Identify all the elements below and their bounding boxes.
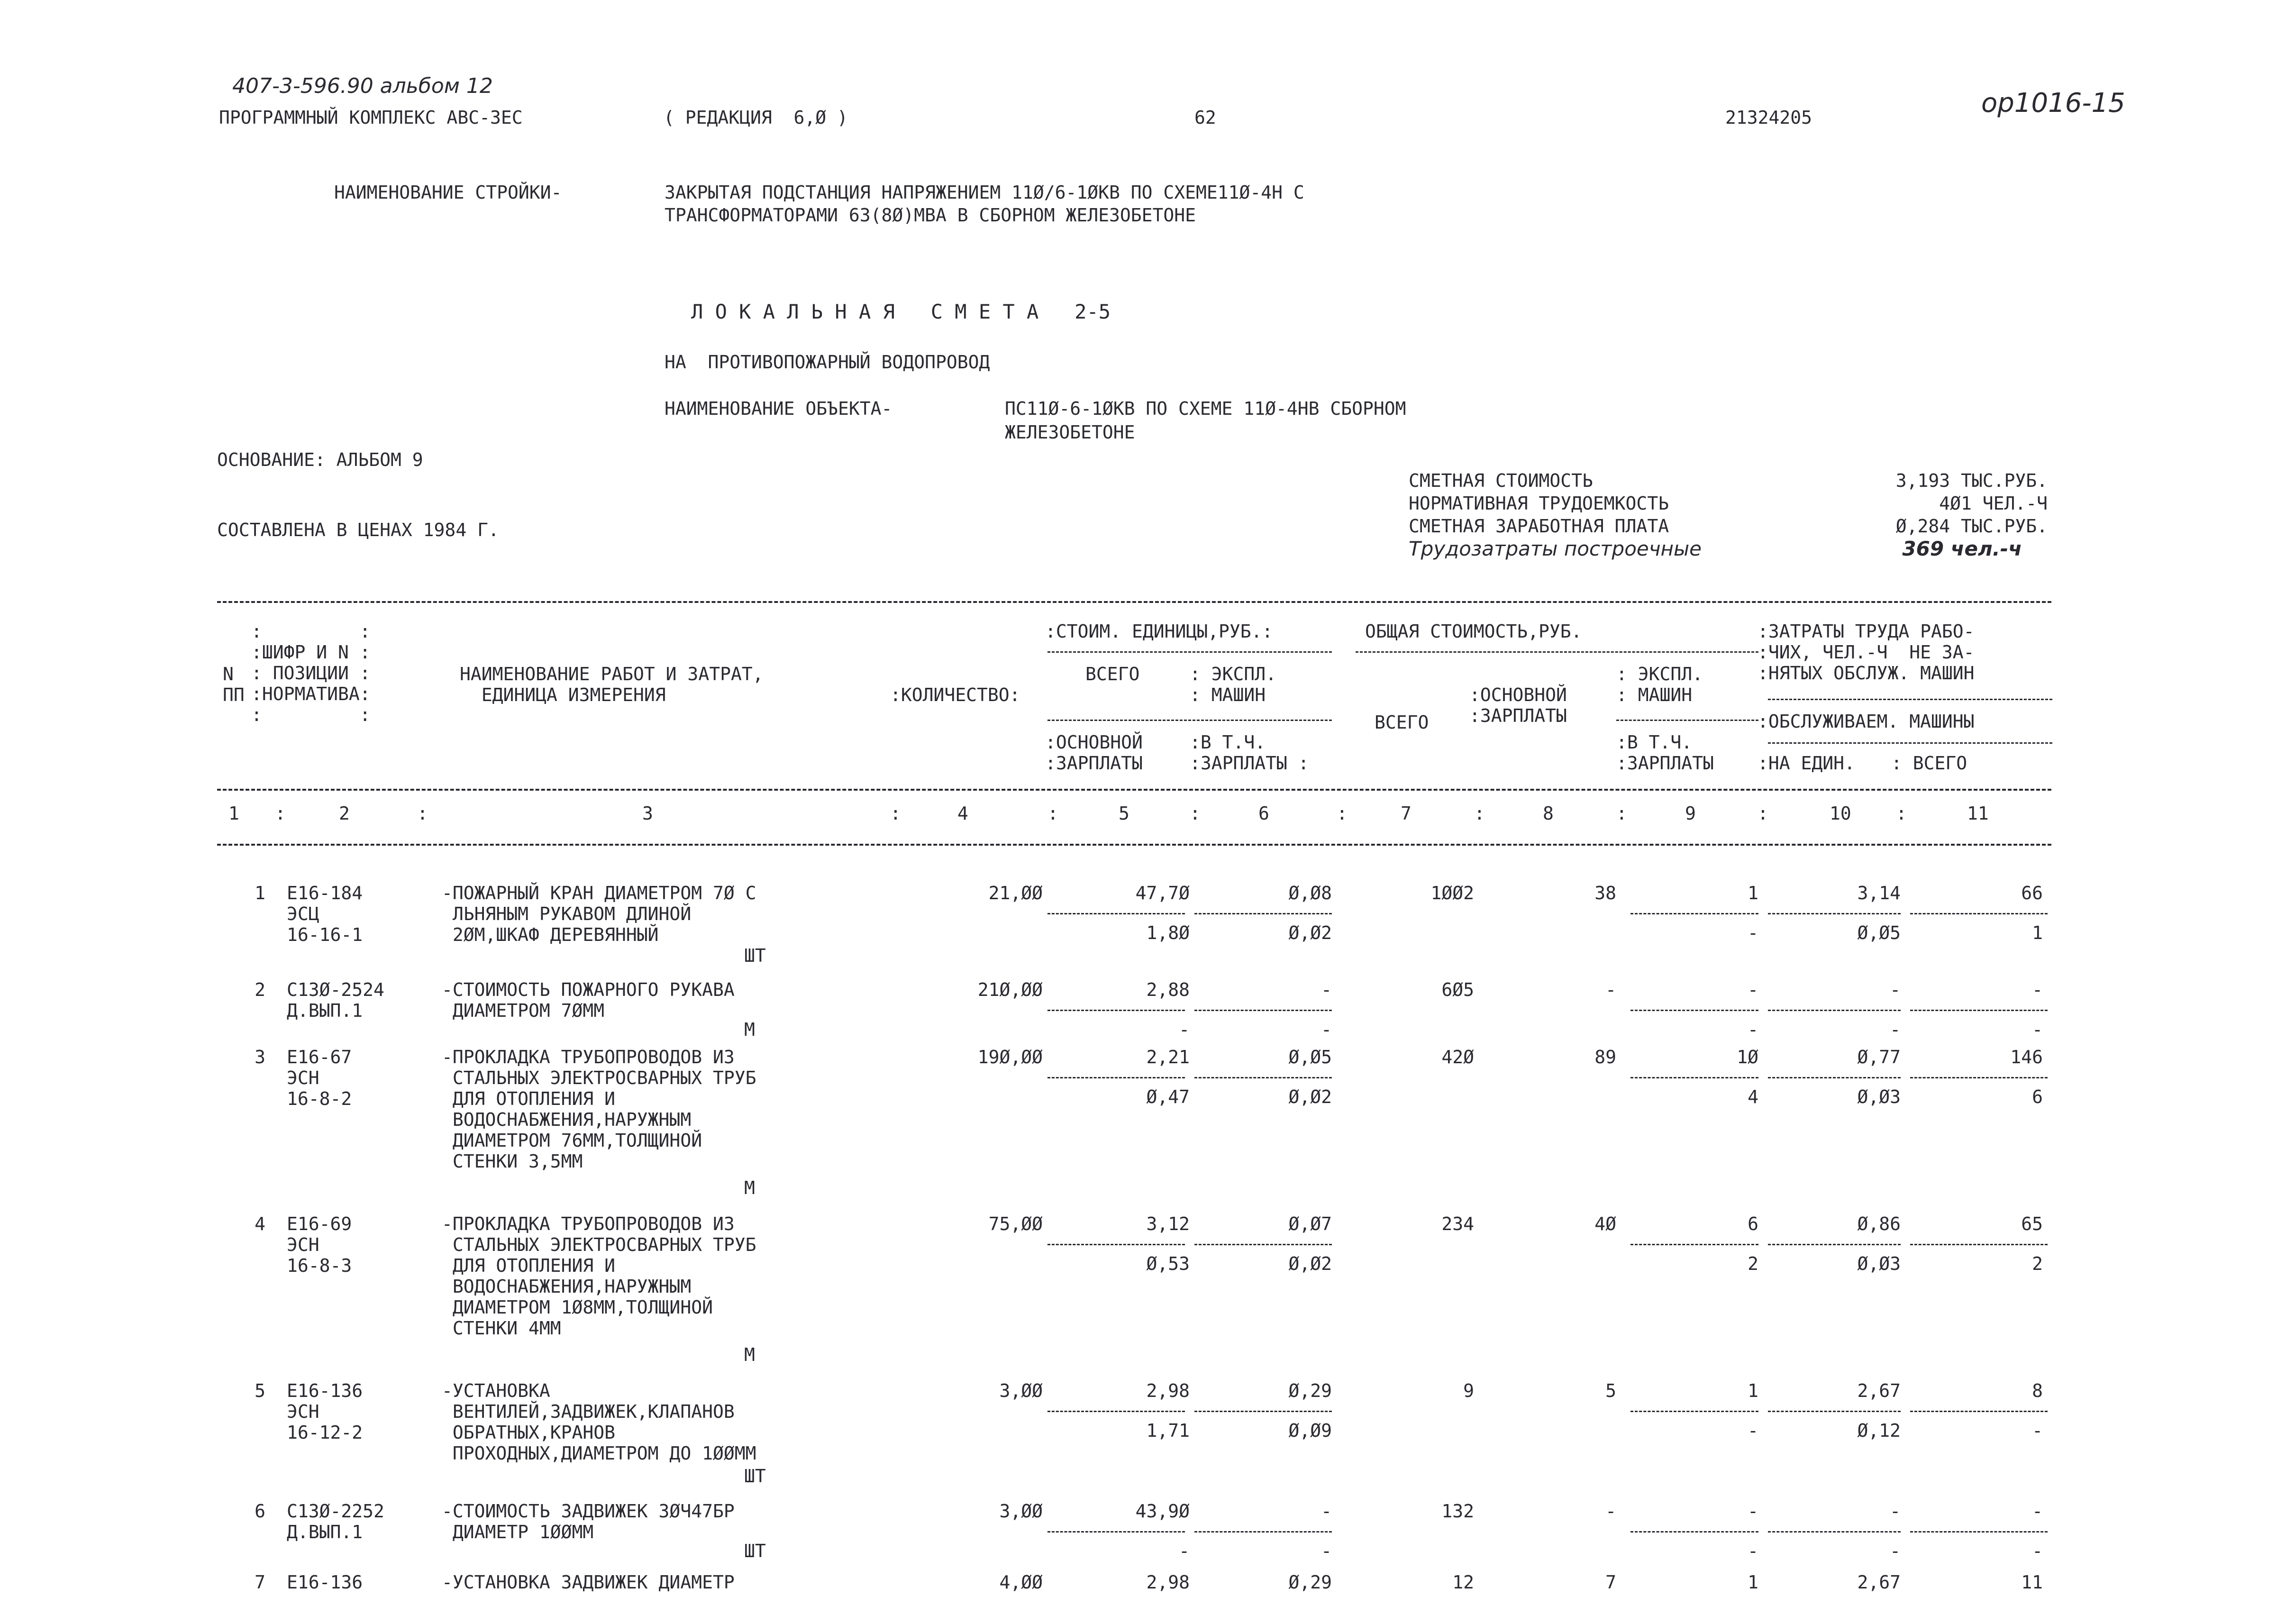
total-value: 4Ø1 ЧЕЛ.-Ч [1939, 493, 2048, 514]
row-code: Е16-67 ЭСН 16-8-2 [287, 1047, 352, 1109]
row-unit-mach-wage: Ø,Ø2 [1288, 1253, 1332, 1274]
row-labor-total: 65 [2021, 1213, 2043, 1234]
row-total-mach: 1Ø [1737, 1047, 1758, 1067]
labor-total-header: : ВСЕГО [1891, 753, 1967, 774]
cell-divider [1194, 1010, 1332, 1011]
row-unit-mach: - [1321, 979, 1332, 1000]
header-rule [1768, 699, 2052, 700]
col-number: 2 [339, 803, 350, 824]
price-basis: СОСТАВЛЕНА В ЦЕНАХ 1984 Г. [217, 520, 499, 540]
document-code: 21324205 [1725, 107, 1812, 128]
row-unit: ШТ [744, 1541, 766, 1561]
row-total-mach: - [1748, 1501, 1758, 1522]
row-total-mach: 1 [1748, 1572, 1758, 1593]
total-mach-header: : ЭКСПЛ. : МАШИН [1616, 664, 1703, 705]
row-labor-unit: Ø,77 [1857, 1047, 1901, 1067]
row-total-mach: 1 [1748, 1380, 1758, 1401]
cell-divider [1910, 1077, 2048, 1078]
object-label: НАИМЕНОВАНИЕ ОБЪЕКТА- [665, 398, 892, 419]
row-name: -УСТАНОВКА ЗАДВИЖЕК ДИАМЕТР [442, 1572, 735, 1593]
col-number: 8 [1543, 803, 1554, 824]
row-quantity: 3,ØØ [999, 1501, 1043, 1522]
header-rule-top [217, 601, 2051, 603]
row-labor-total: 11 [2021, 1572, 2043, 1593]
col-number: 1 [228, 803, 239, 824]
row-total-mach-wage: - [1748, 1541, 1758, 1561]
row-quantity: 19Ø,ØØ [977, 1047, 1043, 1067]
row-number: 7 [255, 1572, 265, 1593]
row-labor-total-serv: 2 [2032, 1253, 2043, 1274]
basis: ОСНОВАНИЕ: АЛЬБОМ 9 [217, 449, 423, 470]
row-total-cost: 12 [1452, 1572, 1474, 1593]
col-separator: : [1047, 803, 1058, 824]
row-quantity: 4,ØØ [999, 1572, 1043, 1593]
col-number: 3 [642, 803, 653, 824]
row-unit-cost: 43,9Ø [1135, 1501, 1190, 1522]
cell-divider [1194, 913, 1332, 914]
row-total-cost: 9 [1463, 1380, 1474, 1401]
col-number: 11 [1967, 803, 1989, 824]
unit-incl-header: :В Т.Ч. :ЗАРПЛАТЫ : [1190, 732, 1309, 774]
row-total-cost: 1ØØ2 [1430, 883, 1474, 903]
header-rule [1356, 651, 1758, 653]
total-label: СМЕТНАЯ СТОИМОСТЬ [1409, 470, 1593, 491]
row-unit: М [744, 1344, 755, 1365]
row-total-cost: 6Ø5 [1441, 979, 1474, 1000]
col-qty-header: :КОЛИЧЕСТВО: [890, 684, 1020, 705]
estimate-subject: НА ПРОТИВОПОЖАРНЫЙ ВОДОПРОВОД [665, 352, 990, 373]
cell-divider [1630, 1010, 1758, 1011]
row-labor-unit-serv: Ø,12 [1857, 1420, 1901, 1441]
row-labor-unit: 2,67 [1857, 1380, 1901, 1401]
cell-divider [1194, 1411, 1332, 1412]
handwritten-stamp: ор1016-15 [1981, 88, 2125, 119]
row-code: Е16-136 ЭСН 16-12-2 [287, 1380, 363, 1443]
labor-header: :ЗАТРАТЫ ТРУДА РАБО- :ЧИХ, ЧЕЛ.-Ч НЕ ЗА- :НЯТЫХ ОБСЛУЖ. МАШИН [1758, 621, 1975, 684]
cell-divider [1768, 913, 1901, 914]
row-code: Е16-136 [287, 1572, 363, 1593]
row-total-cost: 234 [1441, 1213, 1474, 1234]
row-number: 6 [255, 1501, 265, 1522]
row-labor-unit: - [1890, 979, 1901, 1000]
labor-serv-header: :ОБСЛУЖИВАЕМ. МАШИНЫ [1758, 711, 1975, 732]
row-quantity: 21Ø,ØØ [977, 979, 1043, 1000]
row-unit-mach-wage: Ø,Ø2 [1288, 1086, 1332, 1107]
cell-divider [1768, 1244, 1901, 1245]
row-labor-unit-serv: - [1890, 1541, 1901, 1561]
row-code: Е16-69 ЭСН 16-8-3 [287, 1213, 352, 1276]
row-total-wage: 4Ø [1594, 1213, 1616, 1234]
row-total-mach: - [1748, 979, 1758, 1000]
row-unit-mach: Ø,29 [1288, 1380, 1332, 1401]
construction-line2: ТРАНСФОРМАТОРАМИ 63(8Ø)МВА В СБОРНОМ ЖЕЛЕЗОБЕТОНЕ [665, 205, 1196, 226]
row-code: Е16-184 ЭСЦ 16-16-1 [287, 883, 363, 945]
row-unit-mach-wage: - [1321, 1541, 1332, 1561]
construction-line1: ЗАКРЫТАЯ ПОДСТАНЦИЯ НАПРЯЖЕНИЕМ 11Ø/6-1ØКВ ПО СХЕМЕ11Ø-4Н С [665, 182, 1304, 203]
cell-divider [1630, 1411, 1758, 1412]
cell-divider [1910, 913, 2048, 914]
cell-divider [1910, 1531, 2048, 1533]
row-labor-total-serv: 1 [2032, 922, 2043, 943]
row-unit-wage: 1,71 [1146, 1420, 1190, 1441]
row-labor-total: 146 [2010, 1047, 2043, 1067]
header-rule-mid [217, 789, 2051, 791]
col-separator: : [890, 803, 901, 824]
row-total-cost: 132 [1441, 1501, 1474, 1522]
header-rule [1768, 742, 2052, 744]
row-labor-total-serv: - [2032, 1420, 2043, 1441]
row-labor-unit-serv: Ø,Ø3 [1857, 1086, 1901, 1107]
row-name: -СТОИМОСТЬ ЗАДВИЖЕК 3ØЧ47БР ДИАМЕТР 1ØØММ [442, 1501, 735, 1542]
row-total-mach-wage: - [1748, 922, 1758, 943]
header-rule [1047, 720, 1332, 721]
col-number: 5 [1119, 803, 1129, 824]
row-code: С13Ø-2524 Д.ВЫП.1 [287, 979, 384, 1021]
total-wage-header: :ОСНОВНОЙ :ЗАРПЛАТЫ [1469, 684, 1567, 726]
row-labor-unit: Ø,86 [1857, 1213, 1901, 1234]
object-line1: ПС11Ø-6-1ØКВ ПО СХЕМЕ 11Ø-4НВ СБОРНОМ [1005, 398, 1406, 419]
row-labor-total: - [2032, 979, 2043, 1000]
row-labor-total: 8 [2032, 1380, 2043, 1401]
cell-divider [1768, 1411, 1901, 1412]
row-number: 1 [255, 883, 265, 903]
cell-divider [1768, 1010, 1901, 1011]
cell-divider [1768, 1531, 1901, 1533]
row-unit-cost: 3,12 [1146, 1213, 1190, 1234]
row-total-mach-wage: 4 [1748, 1086, 1758, 1107]
row-number: 5 [255, 1380, 265, 1401]
col-number: 4 [957, 803, 968, 824]
col-code-text: :ШИФР И N : : ПОЗИЦИИ : :НОРМАТИВА: [251, 642, 371, 704]
row-total-wage: - [1605, 1501, 1616, 1522]
col-name-header: НАИМЕНОВАНИЕ РАБОТ И ЗАТРАТ, ЕДИНИЦА ИЗМЕРЕНИЯ [460, 664, 764, 705]
total-value: 369 чел.-ч [1902, 537, 2022, 560]
cell-divider [1630, 1531, 1758, 1533]
row-unit-cost: 47,7Ø [1135, 883, 1190, 903]
row-total-wage: 7 [1605, 1572, 1616, 1593]
header-rule-bottom [217, 844, 2051, 846]
object-line2: ЖЕЛЕЗОБЕТОНЕ [1005, 422, 1135, 443]
col-number: 9 [1685, 803, 1696, 824]
row-unit-mach-wage: - [1321, 1019, 1332, 1040]
col-number: 7 [1401, 803, 1412, 824]
row-number: 4 [255, 1213, 265, 1234]
col-separator: : [1474, 803, 1485, 824]
unit-cost-header: :СТОИМ. ЕДИНИЦЫ,РУБ.: [1045, 621, 1273, 642]
col-no-header: N ПП [223, 664, 245, 705]
row-name: -УСТАНОВКА ВЕНТИЛЕЙ,ЗАДВИЖЕК,КЛАПАНОВ ОБРАТНЫХ,КРАНОВ ПРОХОДНЫХ,ДИАМЕТРОМ ДО 1ØØММ [442, 1380, 756, 1464]
row-unit-mach-wage: Ø,Ø9 [1288, 1420, 1332, 1441]
row-unit-mach: Ø,29 [1288, 1572, 1332, 1593]
total-cost-header: ОБЩАЯ СТОИМОСТЬ,РУБ. [1365, 621, 1582, 642]
row-total-cost: 42Ø [1441, 1047, 1474, 1067]
row-labor-total-serv: 6 [2032, 1086, 2043, 1107]
row-unit-wage: Ø,53 [1146, 1253, 1190, 1274]
cell-divider [1047, 913, 1185, 914]
row-unit-wage: - [1179, 1019, 1190, 1040]
row-total-wage: 38 [1594, 883, 1616, 903]
col-number: 6 [1258, 803, 1269, 824]
col-separator: : [1616, 803, 1627, 824]
header-rule [1616, 720, 1758, 721]
col-separator: : [417, 803, 428, 824]
col-separator: : [275, 803, 286, 824]
row-name: -ПРОКЛАДКА ТРУБОПРОВОДОВ ИЗ СТАЛЬНЫХ ЭЛЕКТРОСВАРНЫХ ТРУБ ДЛЯ ОТОПЛЕНИЯ И ВОДОСНАБЖЕНИЯ,НАРУЖНЫМ ДИАМЕТРОМ 1Ø8ММ,ТОЛЩИНОЙ СТЕНКИ 4ММ [442, 1213, 756, 1339]
row-total-mach: 1 [1748, 883, 1758, 903]
row-total-wage: 5 [1605, 1380, 1616, 1401]
cell-divider [1630, 913, 1758, 914]
row-number: 2 [255, 979, 265, 1000]
row-labor-total: - [2032, 1501, 2043, 1522]
labor-unit-header: :НА ЕДИН. [1758, 753, 1855, 774]
col-code-header: : : :ШИФР И N : : ПОЗИЦИИ : :НОРМАТИВА: : : [251, 621, 371, 725]
row-labor-total: 66 [2021, 883, 2043, 903]
row-unit: М [744, 1019, 755, 1040]
row-unit-cost: 2,88 [1146, 979, 1190, 1000]
col-number: 10 [1830, 803, 1851, 824]
row-unit-mach: Ø,Ø7 [1288, 1213, 1332, 1234]
program-name: ПРОГРАММНЫЙ КОМПЛЕКС АВС-ЗЕС [219, 107, 523, 128]
row-total-mach-wage: 2 [1748, 1253, 1758, 1274]
col-separator: : [1896, 803, 1907, 824]
row-total-mach-wage: - [1748, 1019, 1758, 1040]
cell-divider [1630, 1244, 1758, 1245]
row-labor-total-serv: - [2032, 1019, 2043, 1040]
cell-divider [1910, 1244, 2048, 1245]
col-separator: : [1337, 803, 1348, 824]
col-separator: : [1758, 803, 1768, 824]
cell-divider [1194, 1244, 1332, 1245]
row-unit: ШТ [744, 1466, 766, 1487]
row-total-mach-wage: - [1748, 1420, 1758, 1441]
row-labor-unit: 3,14 [1857, 883, 1901, 903]
row-labor-total-serv: - [2032, 1541, 2043, 1561]
cell-divider [1047, 1531, 1185, 1533]
row-name: -ПОЖАРНЫЙ КРАН ДИАМЕТРОМ 7Ø С ЛЬНЯНЫМ РУКАВОМ ДЛИНОЙ 2ØМ,ШКАФ ДЕРЕВЯННЫЙ [442, 883, 756, 945]
album-note: 407-3-596.90 альбом 12 [232, 74, 493, 98]
row-total-mach: 6 [1748, 1213, 1758, 1234]
construction-label: НАИМЕНОВАНИЕ СТРОЙКИ- [334, 182, 562, 203]
cell-divider [1047, 1244, 1185, 1245]
edition: ( РЕДАКЦИЯ 6,Ø ) [664, 107, 848, 128]
row-code: С13Ø-2252 Д.ВЫП.1 [287, 1501, 384, 1542]
cell-divider [1047, 1411, 1185, 1412]
row-labor-unit-serv: - [1890, 1019, 1901, 1040]
row-unit-cost: 2,21 [1146, 1047, 1190, 1067]
page-number: 62 [1194, 107, 1216, 128]
row-unit: М [744, 1177, 755, 1198]
cell-divider [1910, 1411, 2048, 1412]
row-total-wage: - [1605, 979, 1616, 1000]
row-unit-wage: Ø,47 [1146, 1086, 1190, 1107]
row-labor-unit-serv: Ø,Ø5 [1857, 922, 1901, 943]
row-quantity: 75,ØØ [988, 1213, 1043, 1234]
total-label: НОРМАТИВНАЯ ТРУДОЕМКОСТЬ [1409, 493, 1669, 514]
cell-divider [1194, 1531, 1332, 1533]
cell-divider [1768, 1077, 1901, 1078]
row-unit-mach: - [1321, 1501, 1332, 1522]
cell-divider [1630, 1077, 1758, 1078]
row-unit-mach: Ø,Ø8 [1288, 883, 1332, 903]
unit-wage-header: :ОСНОВНОЙ :ЗАРПЛАТЫ [1045, 732, 1143, 774]
row-unit-wage: 1,8Ø [1146, 922, 1190, 943]
row-unit-mach: Ø,Ø5 [1288, 1047, 1332, 1067]
row-total-wage: 89 [1594, 1047, 1616, 1067]
unit-mach-header: : ЭКСПЛ. : МАШИН [1190, 664, 1277, 705]
unit-total-header: ВСЕГО [1085, 664, 1140, 684]
row-quantity: 21,ØØ [988, 883, 1043, 903]
row-unit-mach-wage: Ø,Ø2 [1288, 922, 1332, 943]
cell-divider [1047, 1077, 1185, 1078]
col-separator: : [1190, 803, 1201, 824]
total-incl-header: :В Т.Ч. :ЗАРПЛАТЫ [1616, 732, 1714, 774]
total-all-header: ВСЕГО [1375, 712, 1429, 733]
total-value: Ø,284 ТЫС.РУБ. [1895, 516, 2048, 537]
row-quantity: 3,ØØ [999, 1380, 1043, 1401]
row-unit-wage: - [1179, 1541, 1190, 1561]
row-unit-cost: 2,98 [1146, 1572, 1190, 1593]
row-labor-unit-serv: Ø,Ø3 [1857, 1253, 1901, 1274]
cell-divider [1910, 1010, 2048, 1011]
row-name: -ПРОКЛАДКА ТРУБОПРОВОДОВ ИЗ СТАЛЬНЫХ ЭЛЕКТРОСВАРНЫХ ТРУБ ДЛЯ ОТОПЛЕНИЯ И ВОДОСНАБЖЕНИЯ,НАРУЖНЫМ ДИАМЕТРОМ 76ММ,ТОЛЩИНОЙ СТЕНКИ 3,5ММ [442, 1047, 756, 1172]
total-label: Трудозатраты построечные [1409, 537, 1702, 560]
header-rule [1047, 651, 1332, 653]
cell-divider [1047, 1010, 1185, 1011]
document-title: Л О К А Л Ь Н А Я С М Е Т А 2-5 [691, 300, 1111, 323]
row-number: 3 [255, 1047, 265, 1067]
row-labor-unit: 2,67 [1857, 1572, 1901, 1593]
row-unit: ШТ [744, 945, 766, 966]
row-unit-cost: 2,98 [1146, 1380, 1190, 1401]
total-label: СМЕТНАЯ ЗАРАБОТНАЯ ПЛАТА [1409, 516, 1669, 537]
cell-divider [1194, 1077, 1332, 1078]
total-value: 3,193 ТЫС.РУБ. [1895, 470, 2048, 491]
row-name: -СТОИМОСТЬ ПОЖАРНОГО РУКАВА ДИАМЕТРОМ 7ØММ [442, 979, 735, 1021]
row-labor-unit: - [1890, 1501, 1901, 1522]
